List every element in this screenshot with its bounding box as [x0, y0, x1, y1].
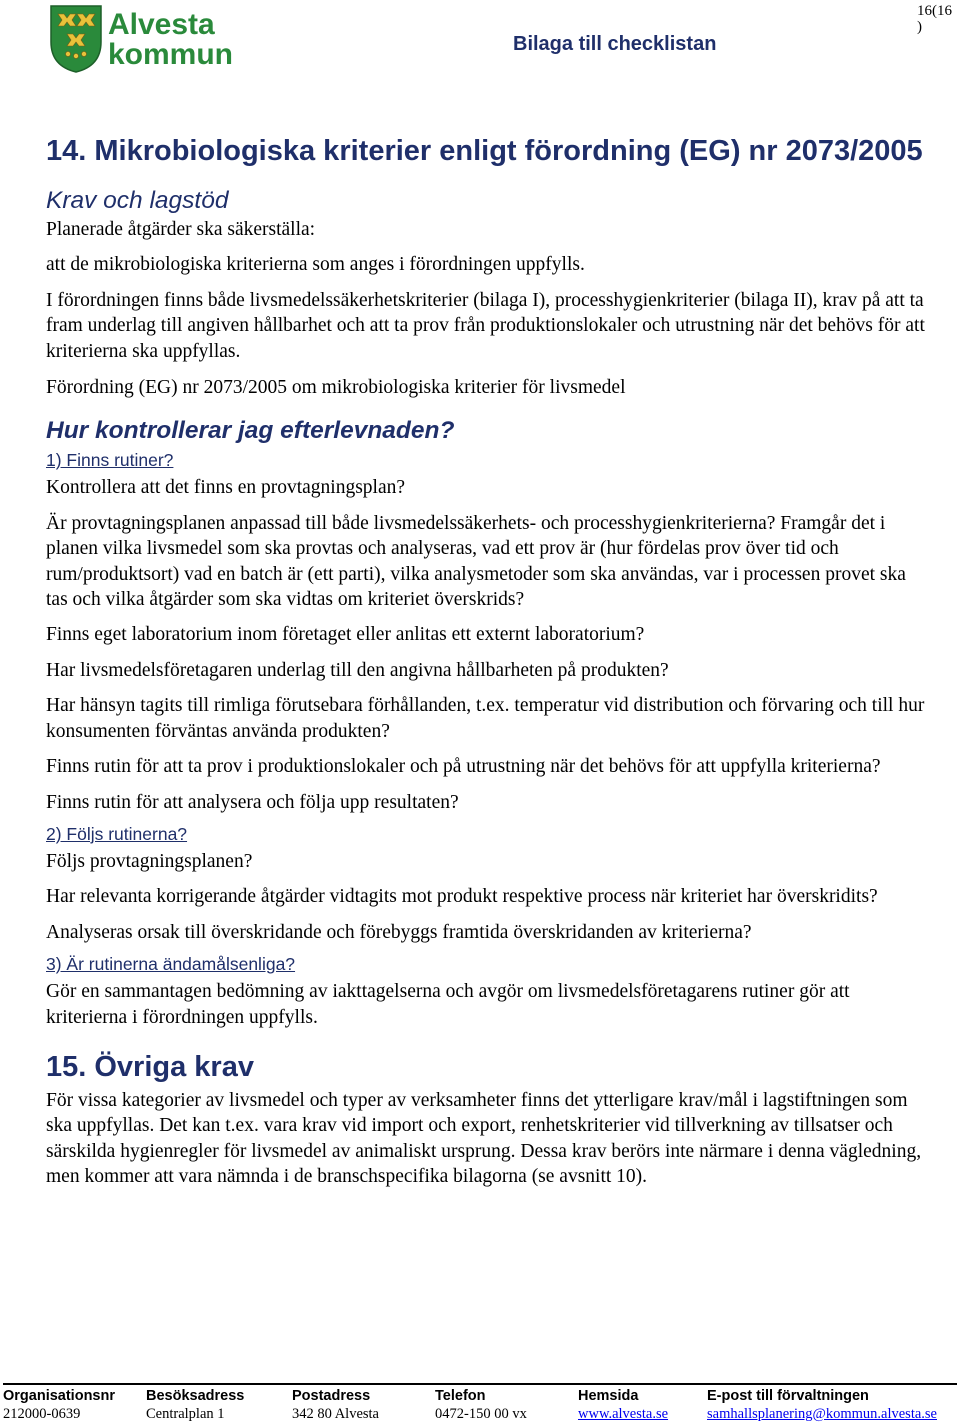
section-14-heading: 14. Mikrobiologiska kriterier enligt förordning (EG) nr 2073/2005	[46, 135, 923, 167]
krav-body: I förordningen finns både livsmedelssäkerhetskriterier (bilaga I), processhygienkriterier (bilaga II), krav på att ta fram underlag till angiven hållbarhet och att ta prov från produktionslokaler och utrustning när det behövs för att kriterierna ska uppfyllas.	[46, 289, 925, 362]
list-item: Analyseras orsak till överskridande och förebyggs framtida överskridanden av kriterierna?	[46, 921, 752, 943]
list-item: Finns eget laboratorium inom företaget eller anlitas ett externt laboratorium?	[46, 624, 645, 646]
footer-label: Postadress	[292, 1388, 371, 1404]
footer-email	[707, 1388, 937, 1423]
footer-label: E-post till förvaltningen	[707, 1388, 869, 1404]
list-item: Är provtagningsplanen anpassad till både livsmedelssäkerhets- och processhygienkriterierna? Framgår det i planen vilka livsmedel som ska provtas och analyseras, vad ett prov är (hur fördelas prov över tid och rum/produktsort) vad en batch är (ett parti), vilka analysmetoder som ska användas, var i processen provet ska tas och vilka åtgärder som ska vidtas om kriteriet överskrids?	[46, 512, 906, 611]
section-15-body: För vissa kategorier av livsmedel och typer av verksamheter finns det ytterligare krav/mål i lagstiftningen som ska uppfyllas. Det kan t.ex. vara krav vid import och export, renhetskriterier vid tillverkning av tillsatser och särskilda hygienregler för livsmedel av animaliskt ursprung. Dessa krav berörs inte närmare i denna vägledning, men kommer att vara nämnda i de branschspecifika bilagorna (se avsnitt 10).	[46, 1089, 922, 1188]
email-link[interactable]: samhallsplanering@kommun.alvesta.se	[707, 1406, 937, 1422]
logo-text-line1: Alvesta	[108, 8, 215, 41]
footer-value: 0472-150 00 vx	[435, 1406, 527, 1422]
website-link[interactable]: www.alvesta.se	[578, 1406, 669, 1422]
krav-goal: att de mikrobiologiska kriterierna som anges i förordningen uppfylls.	[46, 254, 585, 276]
footer-value: 342 80 Alvesta	[292, 1406, 379, 1422]
hur-heading: Hur kontrollerar jag efterlevnaden?	[46, 417, 455, 445]
krav-heading: Krav och lagstöd	[46, 187, 229, 214]
footer-label: Organisationsnr	[3, 1388, 115, 1404]
footer-value: Centralplan 1	[146, 1406, 225, 1422]
footer-visit-address	[146, 1388, 244, 1423]
document-title: Bilaga till checklistan	[513, 33, 717, 55]
krav-intro: Planerade åtgärder ska säkerställa:	[46, 219, 316, 240]
footer-org-number	[3, 1388, 115, 1423]
footer-label: Hemsida	[578, 1388, 639, 1404]
footer-phone	[435, 1388, 527, 1423]
page-number-close: )	[917, 19, 922, 35]
footer-divider	[3, 1383, 957, 1385]
list-item: Finns rutin för att ta prov i produktionslokaler och på utrustning när det behövs för att uppfylla kriterierna?	[46, 756, 881, 778]
shield-icon	[51, 6, 101, 72]
regulation-reference: Förordning (EG) nr 2073/2005 om mikrobiologiska kriterier för livsmedel	[46, 377, 626, 399]
list-item: Kontrollera att det finns en provtagningsplan?	[46, 477, 406, 499]
q2-label: 2) Följs rutinerna?	[46, 823, 188, 844]
footer-postal-address	[292, 1388, 379, 1423]
footer-label: Besöksadress	[146, 1388, 245, 1404]
list-item: Finns rutin för att analysera och följa upp resultaten?	[46, 791, 459, 813]
list-item: Gör en sammantagen bedömning av iakttagelserna och avgör om livsmedelsföretagarens rutiner gör att kriterierna i förordningen uppfylls.	[46, 981, 850, 1028]
alvesta-kommun-logo	[48, 4, 233, 74]
main-content	[46, 134, 926, 1190]
list-item: Har livsmedelsföretagaren underlag till den angivna hållbarheten på produkten?	[46, 659, 669, 681]
page-footer	[0, 1380, 960, 1422]
list-item: Har relevanta korrigerande åtgärder vidtagits mot produkt respektive process när kriteriet har överskridits?	[46, 886, 878, 908]
coat-of-arms-icon	[48, 4, 233, 74]
page-number	[917, 3, 957, 35]
section-15-heading: 15. Övriga krav	[46, 1050, 254, 1083]
q1-label: 1) Finns rutiner?	[46, 450, 174, 471]
q2-list	[46, 849, 926, 945]
footer-label: Telefon	[435, 1388, 486, 1404]
logo-text-line2: kommun	[108, 38, 233, 71]
q3-label: 3) Är rutinerna ändamålsenliga?	[46, 954, 296, 975]
q1-list	[46, 475, 926, 814]
list-item: Har hänsyn tagits till rimliga förutsebara förhållanden, t.ex. temperatur vid distribution och förvaring och till hur konsumenten förväntas använda produkten?	[46, 695, 925, 742]
page-number-value: 16(16	[917, 3, 952, 19]
q3-list	[46, 979, 926, 1030]
footer-value: 212000-0639	[3, 1406, 81, 1422]
footer-website	[578, 1388, 668, 1423]
list-item: Följs provtagningsplanen?	[46, 850, 253, 872]
